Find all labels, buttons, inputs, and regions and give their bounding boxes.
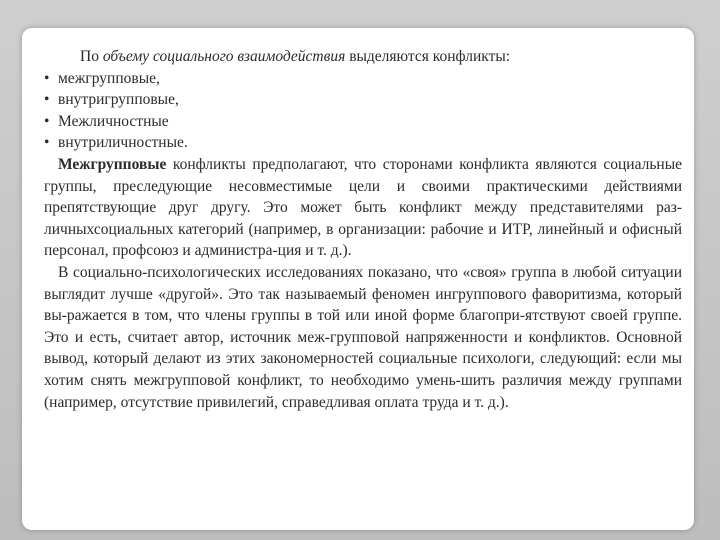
intergroup-definition: конфликты предполагают, что сторонами конфликта являются социальные группы, преследующие несовместимые цели и своими практическими действиями препятствующие друг другу. Это может быть конфликт между представителями раз-личныхсоциальных категорий (например, в организации: рабочие и ИТР, линейный и офисный персонал, профсоюз и администра-ция и т. д.). bbox=[44, 155, 682, 260]
intro-line bbox=[44, 46, 682, 68]
intro-italic: объему социального взаимодействия bbox=[102, 48, 346, 65]
bullet-icon: • bbox=[44, 112, 50, 130]
bullet-icon: • bbox=[44, 134, 50, 152]
paragraph-favoritism: В социально-психологических исследованиях показано, что «своя» группа в любой ситуации выглядит лучше «другой». Это так называемый феномен ингруппового фаворитизма, который вы-ражается в том, что члены группы в той или иной форме благопри-ятствуют своей группе. Это и есть, считает автор, источник меж-групповой напряженности и конфликтов. Основной вывод, который делают из этих закономерностей социальные психологи, следующий: если мы хотим снять межгрупповой конфликт, то необходимо умень-шить различия между группами (например, отсутствие привилегий, справедливая оплата труда и т. д.). bbox=[44, 263, 682, 411]
list-item bbox=[44, 68, 682, 90]
paragraph-intergroup bbox=[44, 154, 682, 262]
list-item bbox=[44, 132, 682, 154]
list-item-label: Межличностные bbox=[58, 112, 169, 130]
list-item bbox=[44, 111, 682, 133]
text-content bbox=[44, 46, 682, 413]
intro-suffix: выделяются конфликты: bbox=[345, 48, 511, 65]
list-item-label: межгрупповые, bbox=[58, 69, 160, 87]
conflict-type-list bbox=[44, 68, 682, 154]
list-item bbox=[44, 89, 682, 111]
intro-prefix: По bbox=[80, 48, 103, 65]
intergroup-term: Межгрупповые bbox=[58, 155, 167, 173]
bullet-icon: • bbox=[44, 69, 50, 87]
list-item-label: внутригрупповые, bbox=[58, 91, 179, 109]
bullet-icon: • bbox=[44, 91, 50, 109]
slide-card bbox=[22, 28, 694, 530]
list-item-label: внутриличностные. bbox=[58, 134, 188, 152]
